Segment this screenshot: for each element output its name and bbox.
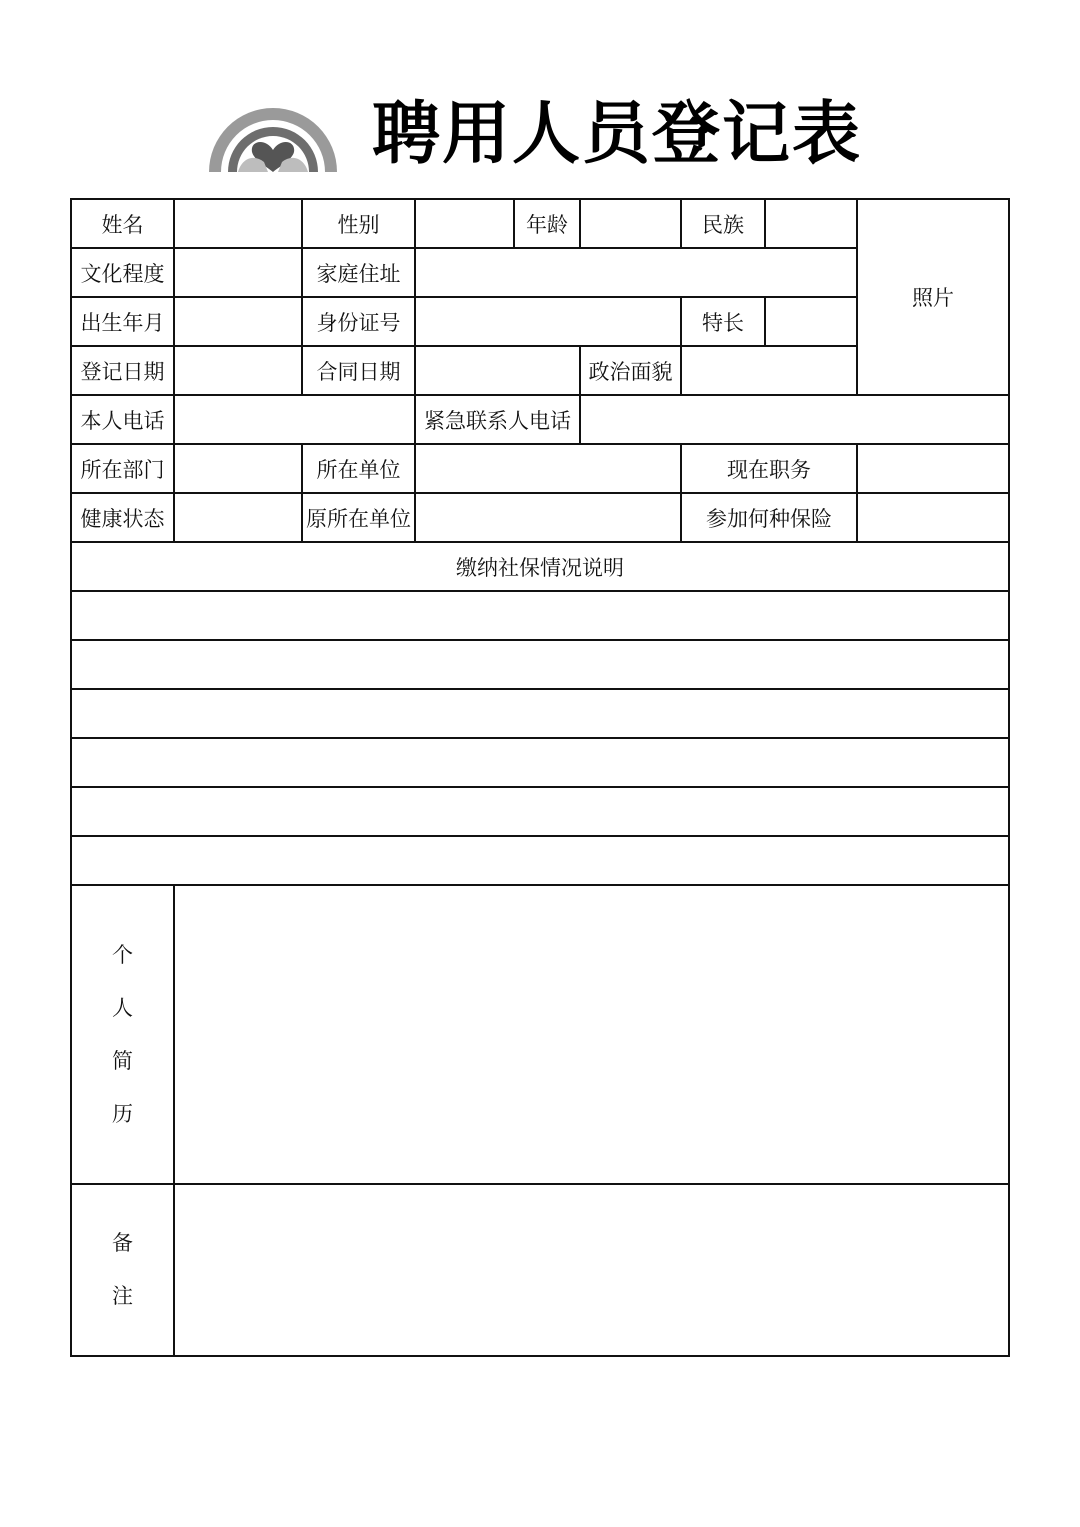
label-emergency-phone: 紧急联系人电话 — [415, 395, 580, 444]
resume-char: 个 — [112, 942, 133, 967]
label-position: 现在职务 — [681, 444, 857, 493]
field-reg-date[interactable] — [174, 346, 302, 395]
resume-char: 历 — [112, 1101, 133, 1126]
heart-hands-icon — [208, 88, 338, 172]
field-insurance[interactable] — [857, 493, 1009, 542]
social-security-line-3[interactable] — [71, 689, 1009, 738]
remarks-char: 备 — [112, 1231, 133, 1255]
page-title: 聘用人员登记表 — [372, 94, 863, 174]
label-age: 年龄 — [514, 199, 580, 248]
social-security-line-4[interactable] — [71, 738, 1009, 787]
field-contract-date[interactable] — [415, 346, 580, 395]
field-education[interactable] — [174, 248, 302, 297]
label-former-unit: 原所在单位 — [302, 493, 415, 542]
field-remarks[interactable] — [174, 1184, 1009, 1356]
field-ethnicity[interactable] — [765, 199, 857, 248]
field-unit[interactable] — [415, 444, 681, 493]
label-education: 文化程度 — [71, 248, 174, 297]
label-id-number: 身份证号 — [302, 297, 415, 346]
label-phone: 本人电话 — [71, 395, 174, 444]
field-position[interactable] — [857, 444, 1009, 493]
field-gender[interactable] — [415, 199, 514, 248]
field-emergency-phone[interactable] — [580, 395, 1009, 444]
field-name[interactable] — [174, 199, 302, 248]
label-social-security: 缴纳社保情况说明 — [71, 542, 1009, 591]
field-age[interactable] — [580, 199, 681, 248]
resume-char: 简 — [112, 1048, 133, 1073]
form-header — [0, 80, 1080, 180]
label-department: 所在部门 — [71, 444, 174, 493]
label-health: 健康状态 — [71, 493, 174, 542]
field-department[interactable] — [174, 444, 302, 493]
field-birth[interactable] — [174, 297, 302, 346]
field-resume[interactable] — [174, 885, 1009, 1184]
social-security-line-5[interactable] — [71, 787, 1009, 836]
social-security-line-1[interactable] — [71, 591, 1009, 640]
resume-char: 人 — [112, 995, 133, 1020]
label-political: 政治面貌 — [580, 346, 681, 395]
label-reg-date: 登记日期 — [71, 346, 174, 395]
label-contract-date: 合同日期 — [302, 346, 415, 395]
field-political[interactable] — [681, 346, 857, 395]
photo-box[interactable]: 照片 — [857, 199, 1009, 395]
field-address[interactable] — [415, 248, 857, 297]
field-phone[interactable] — [174, 395, 415, 444]
label-resume — [71, 885, 174, 1184]
label-remarks — [71, 1184, 174, 1356]
registration-form-table — [70, 198, 1010, 1357]
remarks-char: 注 — [112, 1284, 133, 1308]
field-health[interactable] — [174, 493, 302, 542]
field-specialty[interactable] — [765, 297, 857, 346]
label-address: 家庭住址 — [302, 248, 415, 297]
label-specialty: 特长 — [681, 297, 765, 346]
label-name: 姓名 — [71, 199, 174, 248]
label-birth: 出生年月 — [71, 297, 174, 346]
social-security-line-2[interactable] — [71, 640, 1009, 689]
label-gender: 性别 — [302, 199, 415, 248]
label-ethnicity: 民族 — [681, 199, 765, 248]
label-insurance: 参加何种保险 — [681, 493, 857, 542]
field-id-number[interactable] — [415, 297, 681, 346]
label-unit: 所在单位 — [302, 444, 415, 493]
social-security-line-6[interactable] — [71, 836, 1009, 885]
field-former-unit[interactable] — [415, 493, 681, 542]
